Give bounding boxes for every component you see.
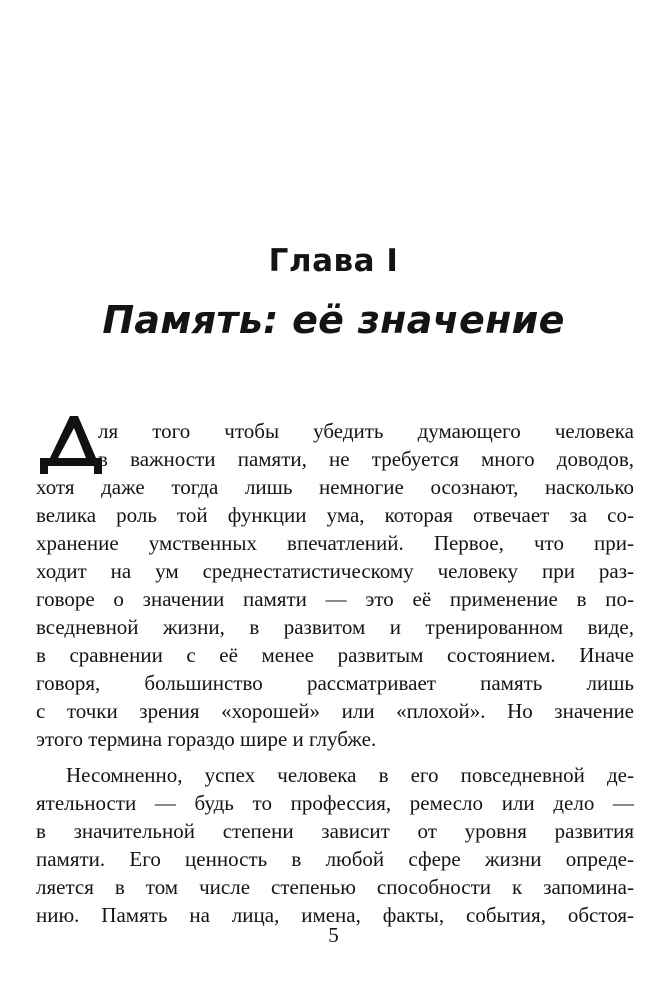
- text-line-6: ходит на ум среднестатистическому человеку при раз-: [36, 559, 634, 583]
- chapter-title: Память: её значение: [102, 298, 565, 342]
- text-line-12: этого термина гораздо шире и глубже.: [36, 727, 377, 751]
- text-line-13: Несомненно, успех человека в его повседневной де-: [66, 763, 634, 787]
- text-line-4: велика роль той функции ума, которая отвечает за со-: [36, 503, 634, 527]
- text-line-14: ятельности — будь то профессия, ремесло или дело —: [36, 791, 634, 815]
- text-line-17: ляется в том числе степенью способности к запомина-: [36, 875, 634, 899]
- text-line-9: в сравнении с её менее развитым состоянием. Иначе: [36, 643, 634, 667]
- text-line-7: говоре о значении памяти — это её применение в по-: [36, 587, 634, 611]
- text-line-18: нию. Память на лица, имена, факты, события, обстоя-: [36, 903, 634, 927]
- text-line-3: хотя даже тогда лишь немногие осознают, насколько: [36, 475, 634, 499]
- chapter-label: Глава I: [268, 243, 399, 279]
- text-line-8: вседневной жизни, в развитом и тренированном виде,: [36, 615, 634, 639]
- text-line-10: говоря, большинство рассматривает память лишь: [36, 671, 634, 695]
- drop-cap-letter: [34, 408, 104, 478]
- text-line-15: в значительной степени зависит от уровня развития: [36, 819, 634, 843]
- text-line-11: с точки зрения «хорошей» или «плохой». Но значение: [36, 699, 634, 723]
- text-line-16: памяти. Его ценность в любой сфере жизни опреде-: [36, 847, 634, 871]
- page-number: 5: [328, 923, 339, 947]
- text-line-1: ля того чтобы убедить думающего человека: [98, 419, 634, 443]
- text-line-2: в важности памяти, не требуется много доводов,: [98, 447, 634, 471]
- text-line-5: хранение умственных впечатлений. Первое, что при-: [36, 531, 634, 555]
